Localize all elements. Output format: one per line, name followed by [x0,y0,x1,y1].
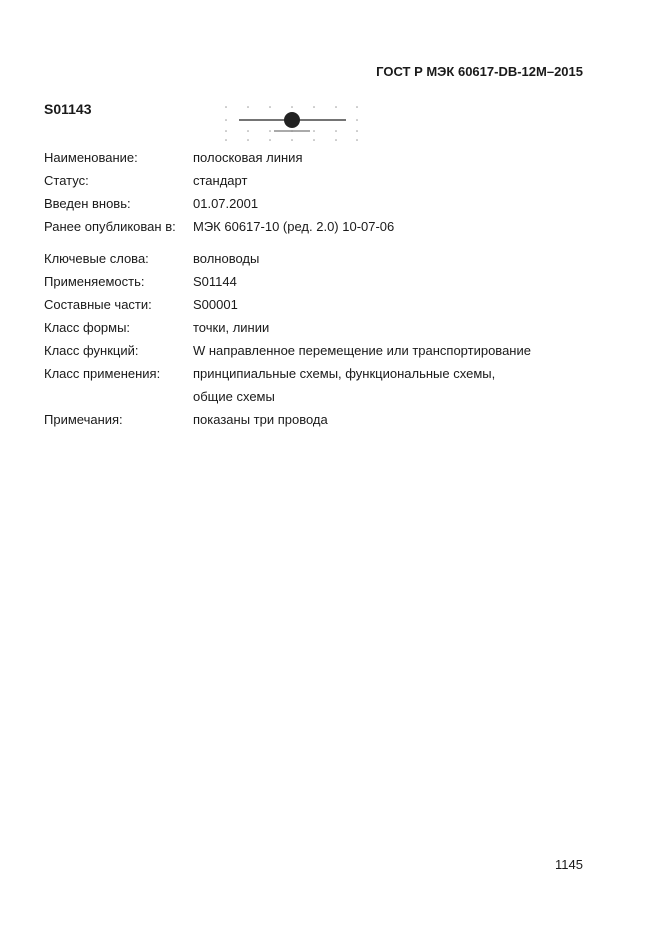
field-value: S01144 [193,274,237,289]
field-label: Примечания: [44,412,123,427]
field-value: МЭК 60617-10 (ред. 2.0) 10-07-06 [193,219,395,234]
symbol-code: S01143 [44,101,92,117]
field-value: показаны три провода [193,412,328,427]
field-value: S00001 [193,297,238,312]
field-value: стандарт [193,173,248,188]
field-label: Наименование: [44,150,138,165]
field-label: Класс применения: [44,366,161,381]
field-value: W направленное перемещение или транспортирование [193,343,531,358]
field-label: Составные части: [44,297,152,312]
field-label: Класс формы: [44,320,131,335]
field-label: Введен вновь: [44,196,131,211]
field-value: полосковая линия [193,150,303,165]
field-value: волноводы [193,251,260,266]
page-number: 1145 [555,857,583,872]
stripline-symbol-icon [220,98,365,146]
field-label: Ранее опубликован в: [44,219,176,234]
field-label: Статус: [44,173,89,188]
document-header: ГОСТ Р МЭК 60617-DB-12M–2015 [376,64,583,79]
field-label: Применяемость: [44,274,145,289]
field-value: точки, линии [193,320,270,335]
field-label: Ключевые слова: [44,251,149,266]
field-value: 01.07.2001 [193,196,259,211]
field-value: общие схемы [193,389,275,404]
field-value: принципиальные схемы, функциональные схемы, [193,366,496,381]
field-label: Класс функций: [44,343,139,358]
